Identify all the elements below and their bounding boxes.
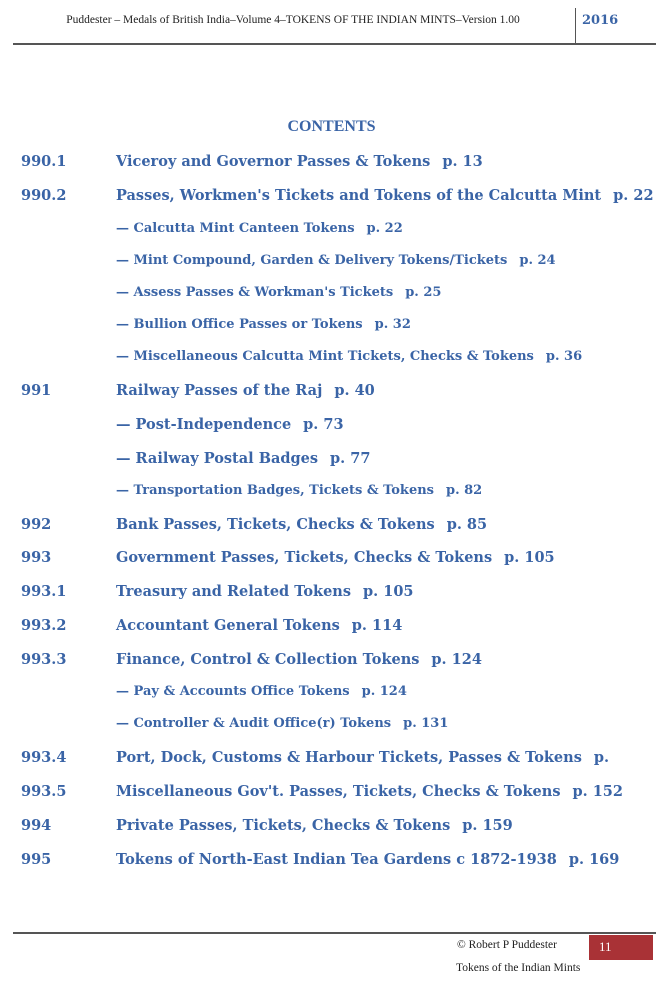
toc-entry-title: Viceroy and Governor Passes & Tokens <box>116 153 431 170</box>
toc-entry-title: Government Passes, Tickets, Checks & Tokens <box>116 549 493 566</box>
toc-subentry[interactable] <box>0 285 663 309</box>
toc-entry-page: p. 32 <box>374 317 411 332</box>
toc-entry-page: p. 24 <box>519 253 556 268</box>
toc-entry-number: 993.5 <box>21 783 67 800</box>
toc-entry[interactable] <box>0 187 663 211</box>
toc-entry[interactable] <box>0 817 663 841</box>
toc-subentry[interactable] <box>0 716 663 740</box>
toc-entry-page: p. 25 <box>405 285 442 300</box>
header-title: Puddester – Medals of British India–Volume 4–TOKENS OF THE INDIAN MINTS–Version 1.00 <box>66 14 520 26</box>
toc-entry-page: p. 36 <box>545 349 583 364</box>
toc-entry[interactable] <box>0 153 663 177</box>
toc-entry-title: Miscellaneous Gov't. Passes, Tickets, Checks & Tokens <box>116 783 561 800</box>
toc-subentry[interactable] <box>0 253 663 277</box>
header-year: 2016 <box>582 13 619 28</box>
toc-entry-number: 993 <box>21 549 52 566</box>
toc-entry-page: p. 124 <box>361 684 407 699</box>
toc-entry-title: — Pay & Accounts Office Tokens <box>116 684 350 699</box>
toc-entry[interactable] <box>0 583 663 607</box>
toc-subentry[interactable] <box>0 221 663 245</box>
toc-entry-title: Bank Passes, Tickets, Checks & Tokens <box>116 516 435 533</box>
toc-entry-title: — Mint Compound, Garden & Delivery Tokens/Tickets <box>116 253 508 268</box>
toc-entry-title: Railway Passes of the Raj <box>116 382 323 399</box>
toc-entry-page: p. 82 <box>445 483 483 498</box>
toc-entry-page: p. 22 <box>613 187 654 204</box>
toc-subentry[interactable] <box>0 416 663 440</box>
toc-entry-page: p. 40 <box>334 382 375 399</box>
page-number-badge <box>589 935 653 960</box>
toc-entry-page: p. 124 <box>431 651 482 668</box>
toc-entry-page: p. 152 <box>572 783 623 800</box>
header-divider <box>575 8 576 43</box>
toc-entry-number: 995 <box>21 851 52 868</box>
contents-title: CONTENTS <box>287 118 376 135</box>
footer-copyright: © Robert P Puddester <box>457 939 557 951</box>
toc-entry-title: Port, Dock, Customs & Harbour Tickets, Passes & Tokens <box>116 749 582 766</box>
toc-subentry[interactable] <box>0 684 663 708</box>
toc-entry-title: Private Passes, Tickets, Checks & Tokens <box>116 817 451 834</box>
toc-entry-number: 990.1 <box>21 153 67 170</box>
toc-subentry[interactable] <box>0 450 663 474</box>
toc-entry-title: Finance, Control & Collection Tokens <box>116 651 420 668</box>
toc-entry-title: — Post-Independence <box>116 416 292 433</box>
toc-entry-page: p. 159 <box>462 817 513 834</box>
toc-entry-title: — Miscellaneous Calcutta Mint Tickets, Checks & Tokens <box>116 349 534 364</box>
toc-entry-title: — Calcutta Mint Canteen Tokens <box>116 221 355 236</box>
toc-entry-title: Treasury and Related Tokens <box>116 583 352 600</box>
toc-entry-page: p. 105 <box>363 583 414 600</box>
toc-entry[interactable] <box>0 516 663 540</box>
toc-entry[interactable] <box>0 617 663 641</box>
toc-entry[interactable] <box>0 749 663 773</box>
toc-entry-number: 993.3 <box>21 651 67 668</box>
toc-entry[interactable] <box>0 549 663 573</box>
toc-entry[interactable] <box>0 382 663 406</box>
toc-subentry[interactable] <box>0 349 663 373</box>
toc-entry-number: 992 <box>21 516 52 533</box>
footer-subtitle: Tokens of the Indian Mints <box>456 962 581 974</box>
toc-entry-page: p. 169 <box>568 851 620 868</box>
footer-rule <box>13 932 656 934</box>
toc-entry-page: p. 13 <box>442 153 483 170</box>
toc-entry-title: — Transportation Badges, Tickets & Tokens <box>116 483 434 498</box>
toc-entry-title: — Bullion Office Passes or Tokens <box>116 317 363 332</box>
toc-entry-page: p. 22 <box>366 221 403 236</box>
toc-entry-page: p. 131 <box>403 716 449 731</box>
toc-entry-number: 991 <box>21 382 52 399</box>
toc-entry-page: p. 73 <box>303 416 344 433</box>
toc-entry-number: 990.2 <box>21 187 67 204</box>
toc-entry-page: p. 105 <box>504 549 555 566</box>
toc-entry-number: 993.2 <box>21 617 67 634</box>
toc-entry[interactable] <box>0 783 663 807</box>
toc-entry-title: — Railway Postal Badges <box>116 450 319 467</box>
toc-entry-title: Passes, Workmen's Tickets and Tokens of the Calcutta Mint <box>116 187 602 204</box>
header-rule <box>13 43 656 45</box>
toc-entry-title: Accountant General Tokens <box>116 617 340 634</box>
toc-entry-title: Tokens of North-East Indian Tea Gardens c 1872-1938 <box>116 851 557 868</box>
toc-entry[interactable] <box>0 651 663 675</box>
toc-subentry[interactable] <box>0 483 663 507</box>
toc-entry-number: 993.1 <box>21 583 67 600</box>
toc-entry-number: 994 <box>21 817 52 834</box>
toc-entry-title: — Controller & Audit Office(r) Tokens <box>116 716 392 731</box>
page-number: 11 <box>599 939 612 954</box>
toc-entry-page: p. <box>593 749 610 766</box>
toc-entry-title: — Assess Passes & Workman's Tickets <box>116 285 394 300</box>
toc-entry-page: p. 85 <box>446 516 488 533</box>
toc-entry-page: p. 77 <box>330 450 371 467</box>
toc-entry-page: p. 114 <box>351 617 403 634</box>
toc-subentry[interactable] <box>0 317 663 341</box>
toc-entry[interactable] <box>0 851 663 875</box>
toc-entry-number: 993.4 <box>21 749 67 766</box>
